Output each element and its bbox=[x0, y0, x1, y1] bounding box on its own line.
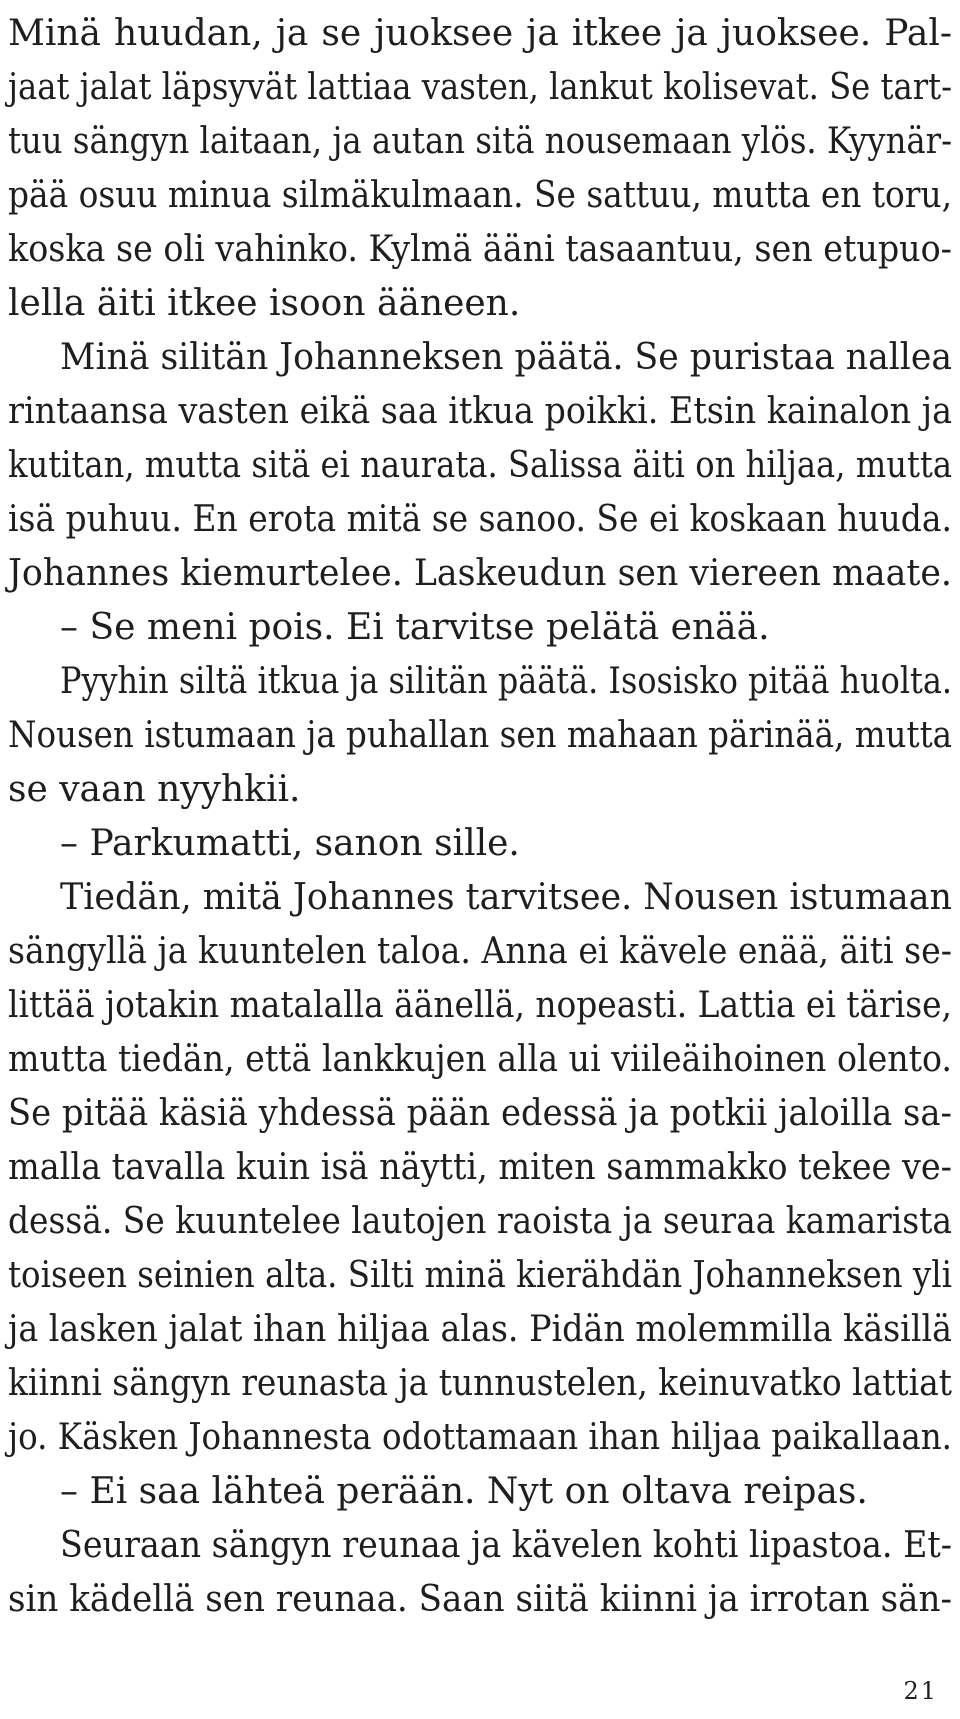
text-line: kiinni sängyn reunasta ja tunnustelen, keinuvatko lattiat bbox=[8, 1363, 952, 1404]
text-line: sängyllä ja kuuntelen taloa. Anna ei kävele enää, äiti se- bbox=[8, 931, 952, 972]
text-line: se vaan nyyhkii. bbox=[8, 769, 301, 810]
text-line: – Se meni pois. Ei tarvitse pelätä enää. bbox=[60, 607, 770, 648]
text-line: lella äiti itkee isoon ääneen. bbox=[8, 283, 521, 324]
text-line: dessä. Se kuuntelee lautojen raoista ja seuraa kamarista bbox=[8, 1201, 952, 1242]
text-line: rintaansa vasten eikä saa itkua poikki. Etsin kainalon ja bbox=[8, 391, 952, 432]
text-line: koska se oli vahinko. Kylmä ääni tasaantuu, sen etupuo- bbox=[8, 229, 952, 270]
text-line: – Ei saa lähteä perään. Nyt on oltava reipas. bbox=[60, 1471, 868, 1512]
text-line: Nousen istumaan ja puhallan sen mahaan pärinää, mutta bbox=[8, 715, 953, 756]
text-line: Pyyhin siltä itkua ja silitän päätä. Isosisko pitää huolta. bbox=[60, 661, 952, 702]
page-number: 21 bbox=[903, 1677, 938, 1705]
text-line: Tiedän, mitä Johannes tarvitsee. Nousen istumaan bbox=[60, 877, 952, 918]
text-line: isä puhuu. En erota mitä se sanoo. Se ei koskaan huuda. bbox=[8, 499, 952, 540]
text-line: Minä huudan, ja se juoksee ja itkee ja juoksee. Pal- bbox=[8, 13, 953, 54]
text-line: pää osuu minua silmäkulmaan. Se sattuu, mutta en toru, bbox=[8, 175, 953, 216]
text-line: sin kädellä sen reunaa. Saan siitä kiinni ja irrotan sän- bbox=[8, 1579, 952, 1620]
text-line: littää jotakin matalalla äänellä, nopeasti. Lattia ei tärise, bbox=[8, 985, 952, 1026]
text-line: kutitan, mutta sitä ei naurata. Salissa äiti on hiljaa, mutta bbox=[8, 445, 953, 486]
text-line: jaat jalat läpsyvät lattiaa vasten, lankut kolisevat. Se tart- bbox=[8, 67, 952, 108]
text-line: mutta tiedän, että lankkujen alla ui viileäihoinen olento. bbox=[8, 1039, 952, 1080]
text-line: tuu sängyn laitaan, ja autan sitä nousemaan ylös. Kyynär- bbox=[8, 121, 953, 162]
text-line: ja lasken jalat ihan hiljaa alas. Pidän molemmilla käsillä bbox=[8, 1309, 952, 1350]
text-line: toiseen seinien alta. Silti minä kierähdän Johanneksen yli bbox=[8, 1255, 952, 1296]
text-line: jo. Käsken Johannesta odottamaan ihan hiljaa paikallaan. bbox=[8, 1417, 953, 1458]
text-line: Minä silitän Johanneksen päätä. Se puristaa nallea bbox=[60, 337, 952, 378]
text-line: malla tavalla kuin isä näytti, miten sammakko tekee ve- bbox=[8, 1147, 952, 1188]
text-line: Johannes kiemurtelee. Laskeudun sen viereen maate. bbox=[8, 553, 952, 594]
text-line: Seuraan sängyn reunaa ja kävelen kohti lipastoa. Et- bbox=[60, 1525, 953, 1566]
text-line: – Parkumatti, sanon sille. bbox=[60, 823, 520, 864]
text-line: Se pitää käsiä yhdessä pään edessä ja potkii jaloilla sa- bbox=[8, 1093, 952, 1134]
